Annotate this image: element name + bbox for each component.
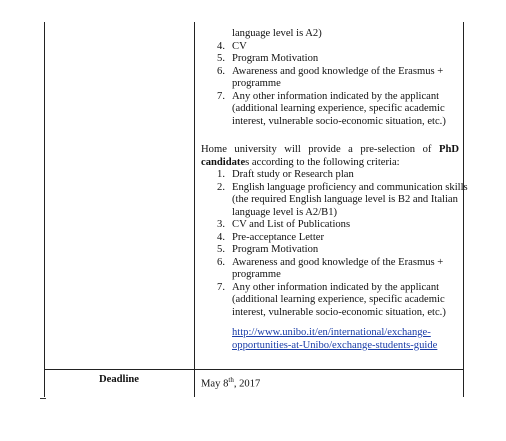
list-item-text: Awareness and good knowledge of the Erasmus + xyxy=(232,65,444,77)
list-item-number: 5. xyxy=(217,53,225,64)
phd-list-item-number: 6. xyxy=(217,256,225,268)
table-column-divider xyxy=(194,22,195,397)
list-item-text: Program Motivation xyxy=(232,53,319,64)
phd-list-item-number: 1. xyxy=(217,169,225,180)
list-item-number: 4. xyxy=(217,40,225,52)
info-table xyxy=(44,22,468,397)
phd-list-item-text: CV and List of Publications xyxy=(232,219,351,230)
table-border-left xyxy=(44,22,45,397)
list-item-text: CV xyxy=(232,40,247,52)
phd-list-item-text: interest, vulnerable socio-economic situation, etc.) xyxy=(232,306,446,318)
list-item-text: programme xyxy=(232,78,281,89)
phd-list-item-number: 3. xyxy=(217,219,225,230)
deadline-label: Deadline xyxy=(98,374,140,385)
phd-list-item-number: 7. xyxy=(217,281,225,293)
phd-list-item-text: Pre-acceptance Letter xyxy=(232,231,325,243)
phd-list-item-text: Any other information indicated by the applicant xyxy=(232,281,440,293)
list-item-text: interest, vulnerable socio-economic situation, etc.) xyxy=(232,115,446,127)
list-item-continuation: language level is A2) xyxy=(232,28,322,39)
phd-list-item-number: 2. xyxy=(217,181,225,193)
row-divider xyxy=(44,369,464,370)
list-item-text: Any other information indicated by the applicant xyxy=(232,90,440,102)
phd-intro-line: Home university will provide a pre-selection of PhD xyxy=(201,144,459,155)
phd-list-item-text: (the required English language level is B2 and Italian xyxy=(232,194,458,205)
page-edge-mark xyxy=(40,398,46,399)
deadline-value: May 8th, 2017 xyxy=(201,376,261,390)
list-item-text: (additional learning experience, specific academic xyxy=(232,103,445,114)
phd-intro-line: candidates according to the following criteria: xyxy=(201,156,400,168)
phd-list-item-text: Program Motivation xyxy=(232,244,319,255)
exchange-guide-link[interactable]: opportunities-at-Unibo/exchange-students-guide xyxy=(232,339,438,351)
list-item-number: 7. xyxy=(217,90,225,102)
phd-list-item-number: 5. xyxy=(217,244,225,255)
phd-list-item-number: 4. xyxy=(217,231,225,243)
exchange-guide-link[interactable]: http://www.unibo.it/en/international/exchange- xyxy=(232,327,431,338)
phd-list-item-text: English language proficiency and communication skills xyxy=(232,181,468,193)
phd-list-item-text: Awareness and good knowledge of the Erasmus + xyxy=(232,256,444,268)
phd-list-item-text: Draft study or Research plan xyxy=(232,169,354,180)
table-border-right xyxy=(463,22,464,397)
phd-list-item-text: (additional learning experience, specific academic xyxy=(232,294,445,305)
list-item-number: 6. xyxy=(217,65,225,77)
phd-list-item-text: language level is A2/B1) xyxy=(232,206,338,218)
phd-list-item-text: programme xyxy=(232,269,281,280)
